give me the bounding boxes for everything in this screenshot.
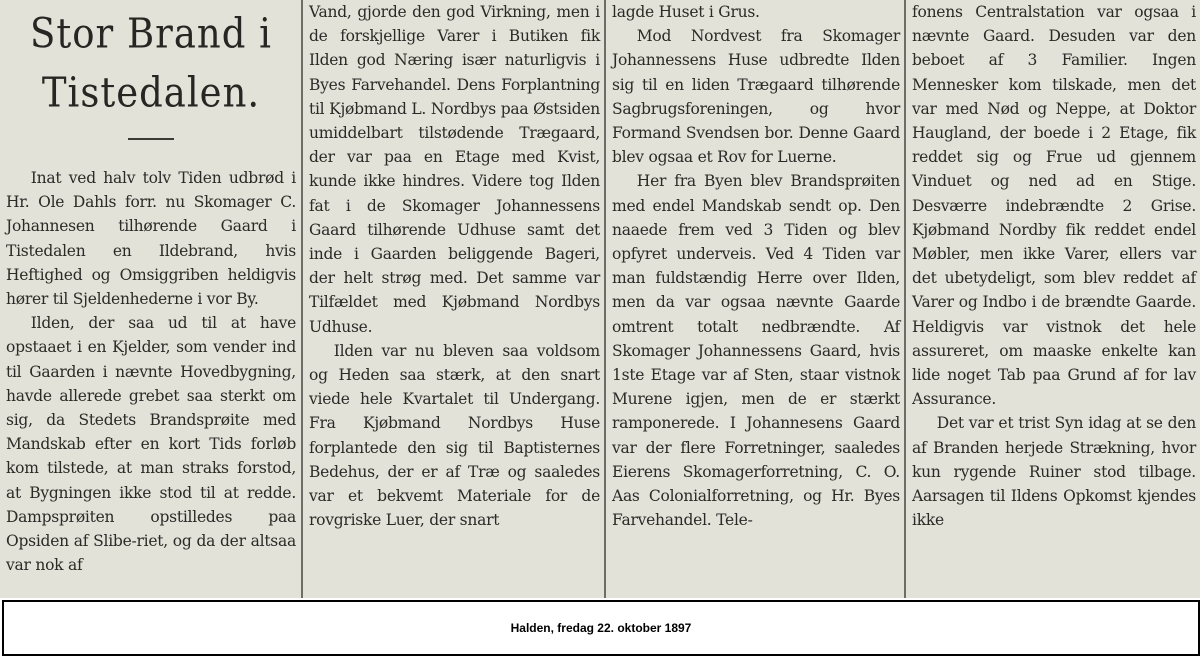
column-3 — [606, 0, 904, 598]
paragraph: Inat ved halv tolv Tiden udbrød i Hr. Ole Dahls forr. nu Skomager C. Johannesen tilhørende Gaard i Tistedalen en Ildebrand, hvis Heftighed og Omsiggriben heldigvis hører til Sjeldenhederne i vor By. — [6, 169, 296, 309]
paragraph: lagde Huset i Grus. — [612, 3, 760, 21]
paragraph: Ilden, der saa ud til at have opstaaet i en Kjelder, som vender ind til Gaarden i nævnte Hovedbygning, havde allerede grebet saa sterkt om sig, da Stedets Brandsprøite med Mandskab efter en kort Tids forløb kom tilstede, at man straks forstod, at Bygningen ikke stod til at redde. Dampsprøiten opstilledes paa Opsiden af Slibe-riet, og da der altsaa var nok af — [6, 314, 296, 575]
headline-line-1: Stor Brand i — [30, 9, 272, 58]
paragraph: Det var et trist Syn idag at se den af Branden herjede Strækning, hvor kun rygende Ruiner stod tilbage. Aarsagen til Ildens Opkomst kjendes ikke — [912, 414, 1196, 530]
paragraph: fonens Centralstation var ogsaa i nævnte Gaard. Desuden var den beboet af 3 Familier. Ingen Mennesker kom tilskade, men det var med Nød og Neppe, at Doktor Haugland, der boede i 2 Etage, fik reddet sig og Frue ud gjennem Vinduet og ned ad en Stige. Desværre indebrændte 2 Grise. Kjøbmand Nordby fik reddet endel Møbler, men ikke Varer, ellers var det ubetydeligt, som blev reddet af Varer og Indbo i de brændte Gaarde. Heldigvis var vistnok det hele assureret, om maaske enkelte kan lide noget Tab paa Grund af for lav Assurance. — [912, 3, 1196, 409]
column-4 — [906, 0, 1200, 598]
column-2 — [303, 0, 604, 598]
column-1 — [0, 0, 300, 598]
headline-line-2: Tistedalen. — [41, 68, 261, 117]
paragraph: Mod Nordvest fra Skomager Johannessens Huse udbredte Ilden sig til en liden Trægaard tilhørende Sagbrugsforeningen, og hvor Formand Svendsen bor. Denne Gaard blev ogsaa et Rov for Luerne. — [612, 27, 900, 167]
headline — [6, 4, 296, 123]
paragraph: Vand, gjorde den god Virkning, men i de forskjellige Varer i Butiken fik Ilden god Næring især naturligvis i Byes Farvehandel. Dens Forplantning til Kjøbmand L. Nordbys paa Østsiden umiddelbart tilstødende Trægaard, der var paa en Etage med Kvist, kunde ikke hindres. Videre tog Ilden fat i de Skomager Johannessens Gaard tilhørende Udhuse samt det inde i Gaarden beliggende Bageri, der helt strøg med. Det samme var Tilfældet med Kjøbmand Nordbys Udhuse. — [309, 3, 600, 336]
caption-box — [2, 600, 1200, 656]
headline-divider — [128, 138, 174, 140]
paragraph: Ilden var nu bleven saa voldsom og Heden saa stærk, at den snart viede hele Kvartalet til Undergang. Fra Kjøbmand Nordbys Huse forplantede den sig til Baptisternes Bedehus, der er af Træ og saaledes var et bekvemt Materiale for de rovgriske Luer, der snart — [309, 341, 600, 530]
paragraph: Her fra Byen blev Brandsprøiten med endel Mandskab sendt op. Den naaede frem ved 3 Tiden og blev opfyret underveis. Ved 4 Tiden var man fuldstændig Herre over Ilden, men da var ogsaa nævnte Gaarde omtrent totalt nedbrændte. Af Skomager Johannessens Gaard, hvis 1ste Etage var af Sten, staar vistnok Murene igjen, men de er stærkt ramponerede. I Johannesens Gaard var der flere Forretninger, saaledes Eierens Skomagerforretning, C. O. Aas Colonialforretning, og Hr. Byes Farvehandel. Tele- — [612, 172, 900, 530]
caption: Halden, fredag 22. oktober 1897 — [510, 621, 692, 635]
